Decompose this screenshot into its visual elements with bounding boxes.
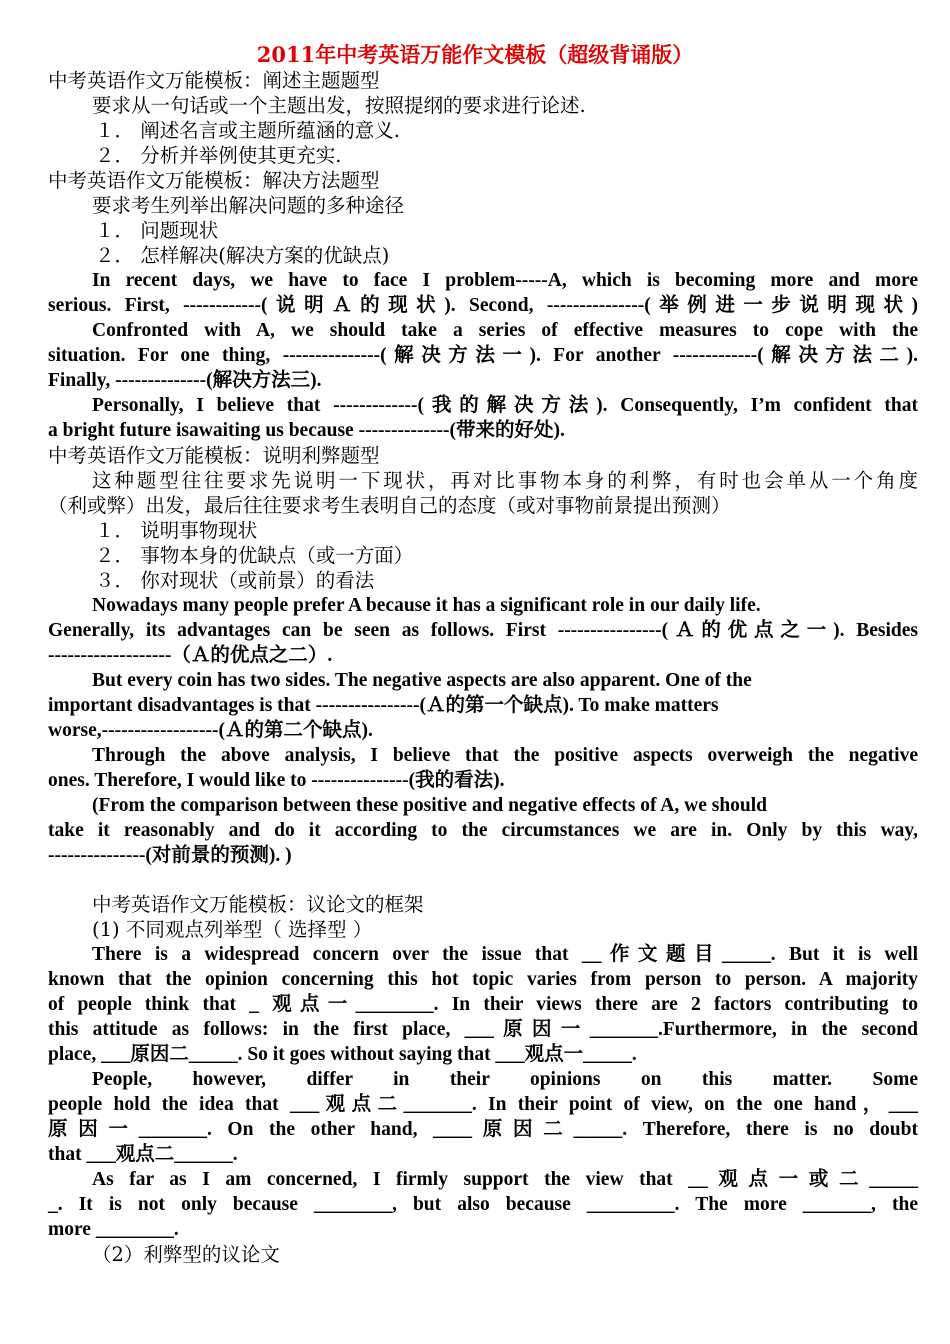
template-text: situation. For one thing, ---------------(解决方法一). For another -------------(解决方法二). [48, 345, 918, 366]
document-title: 2011年中考英语万能作文模板（超级背诵版） [256, 42, 694, 67]
template-text: Nowadays many people prefer A because it has a significant role in our daily life. [92, 595, 761, 616]
template-text: serious. First, ------------(说明Ａ的现状). Second, ---------------(举例进一步说明现状) [48, 295, 918, 316]
template-text: People, however, differ in their opinions on this matter. Some [92, 1069, 918, 1090]
template-text: that ___观点二______. [48, 1144, 238, 1165]
paragraph-text: 这种题型往往要求先说明一下现状，再对比事物本身的利弊，有时也会单从一个角度 [92, 469, 918, 492]
template-text: In recent days, we have to face I problem-----A, which is becoming more and more [92, 270, 918, 291]
list-item: ２． 分析并举例使其更充实. [95, 144, 342, 167]
template-text: As far as I am concerned, I firmly support the view that __观点一或二_____ [92, 1169, 918, 1190]
subsection-heading: (1) 不同观点列举型（ 选择型 ） [92, 918, 373, 941]
section-heading-solution: 中考英语作文万能模板：解决方法题型 [48, 169, 380, 192]
paragraph-text: （利或弊）出发，最后往往要求考生表明自己的态度（或对事物前景提出预测） [48, 494, 731, 517]
template-text: this attitude as follows: in the first place, ___原因一_______.Furthermore, in the second [48, 1019, 918, 1040]
template-text: ---------------(对前景的预测). ) [48, 845, 292, 866]
template-text: 原因一_______. On the other hand, ____原因二_____. Therefore, there is no doubt [48, 1119, 918, 1140]
subsection-heading: （2）利弊型的议论文 [92, 1243, 280, 1266]
template-text: But every coin has two sides. The negative aspects are also apparent. One of the [92, 670, 752, 691]
template-text: people hold the idea that ___观点二_______. In their point of view, on the one hand，___ [48, 1094, 918, 1115]
template-text: There is a widespread concern over the issue that __作文题目_____. But it is well [92, 944, 918, 965]
list-item: ２． 事物本身的优缺点（或一方面） [95, 544, 414, 567]
template-text: ones. Therefore, I would like to ---------------(我的看法). [48, 770, 505, 791]
template-text: Confronted with A, we should take a series of effective measures to cope with the [92, 320, 918, 341]
list-item: ２． 怎样解决(解决方案的优缺点) [95, 244, 390, 267]
template-text: known that the opinion concerning this hot topic varies from person to person. A majority [48, 969, 918, 990]
section-heading-argument: 中考英语作文万能模板：议论文的框架 [92, 893, 424, 916]
template-text: important disadvantages is that ----------------(Ａ的第一个缺点). To make matters [48, 695, 719, 716]
list-item: １． 问题现状 [95, 219, 219, 242]
list-item: ３． 你对现状（或前景）的看法 [95, 569, 375, 592]
template-text: take it reasonably and do it according to the circumstances we are in. Only by this way, [48, 820, 918, 841]
section-heading-pros-cons: 中考英语作文万能模板：说明利弊题型 [48, 444, 380, 467]
template-text: place, ___原因二_____. So it goes without saying that ___观点一_____. [48, 1044, 637, 1065]
section-heading-theme: 中考英语作文万能模板：阐述主题题型 [48, 69, 380, 92]
template-text: -------------------（Ａ的优点之二）. [48, 645, 333, 666]
template-text: more ________. [48, 1219, 179, 1240]
template-text: _. It is not only because ________, but also because _________. The more _______, the [48, 1194, 918, 1215]
paragraph-text: 要求考生列举出解决问题的多种途径 [92, 194, 405, 217]
paragraph-text: 要求从一句话或一个主题出发，按照提纲的要求进行论述. [92, 94, 586, 117]
template-text: of people think that _ 观点一________. In their views there are 2 factors contributing to [48, 994, 918, 1015]
template-text: Finally, --------------(解决方法三). [48, 370, 322, 391]
template-text: Personally, I believe that -------------(我的解决方法). Consequently, I’m confident that [92, 395, 918, 416]
list-item: １． 说明事物现状 [95, 519, 258, 542]
template-text: a bright future isawaiting us because --------------(带来的好处). [48, 420, 565, 441]
template-text: Through the above analysis, I believe that the positive aspects overweigh the negative [92, 745, 918, 766]
template-text: (From the comparison between these positive and negative effects of A, we should [92, 795, 768, 816]
template-text: worse,------------------(Ａ的第二个缺点). [48, 720, 373, 741]
list-item: １． 阐述名言或主题所蕴涵的意义. [95, 119, 400, 142]
template-text: Generally, its advantages can be seen as follows. First ----------------(Ａ的优点之一). Besides [48, 620, 918, 641]
